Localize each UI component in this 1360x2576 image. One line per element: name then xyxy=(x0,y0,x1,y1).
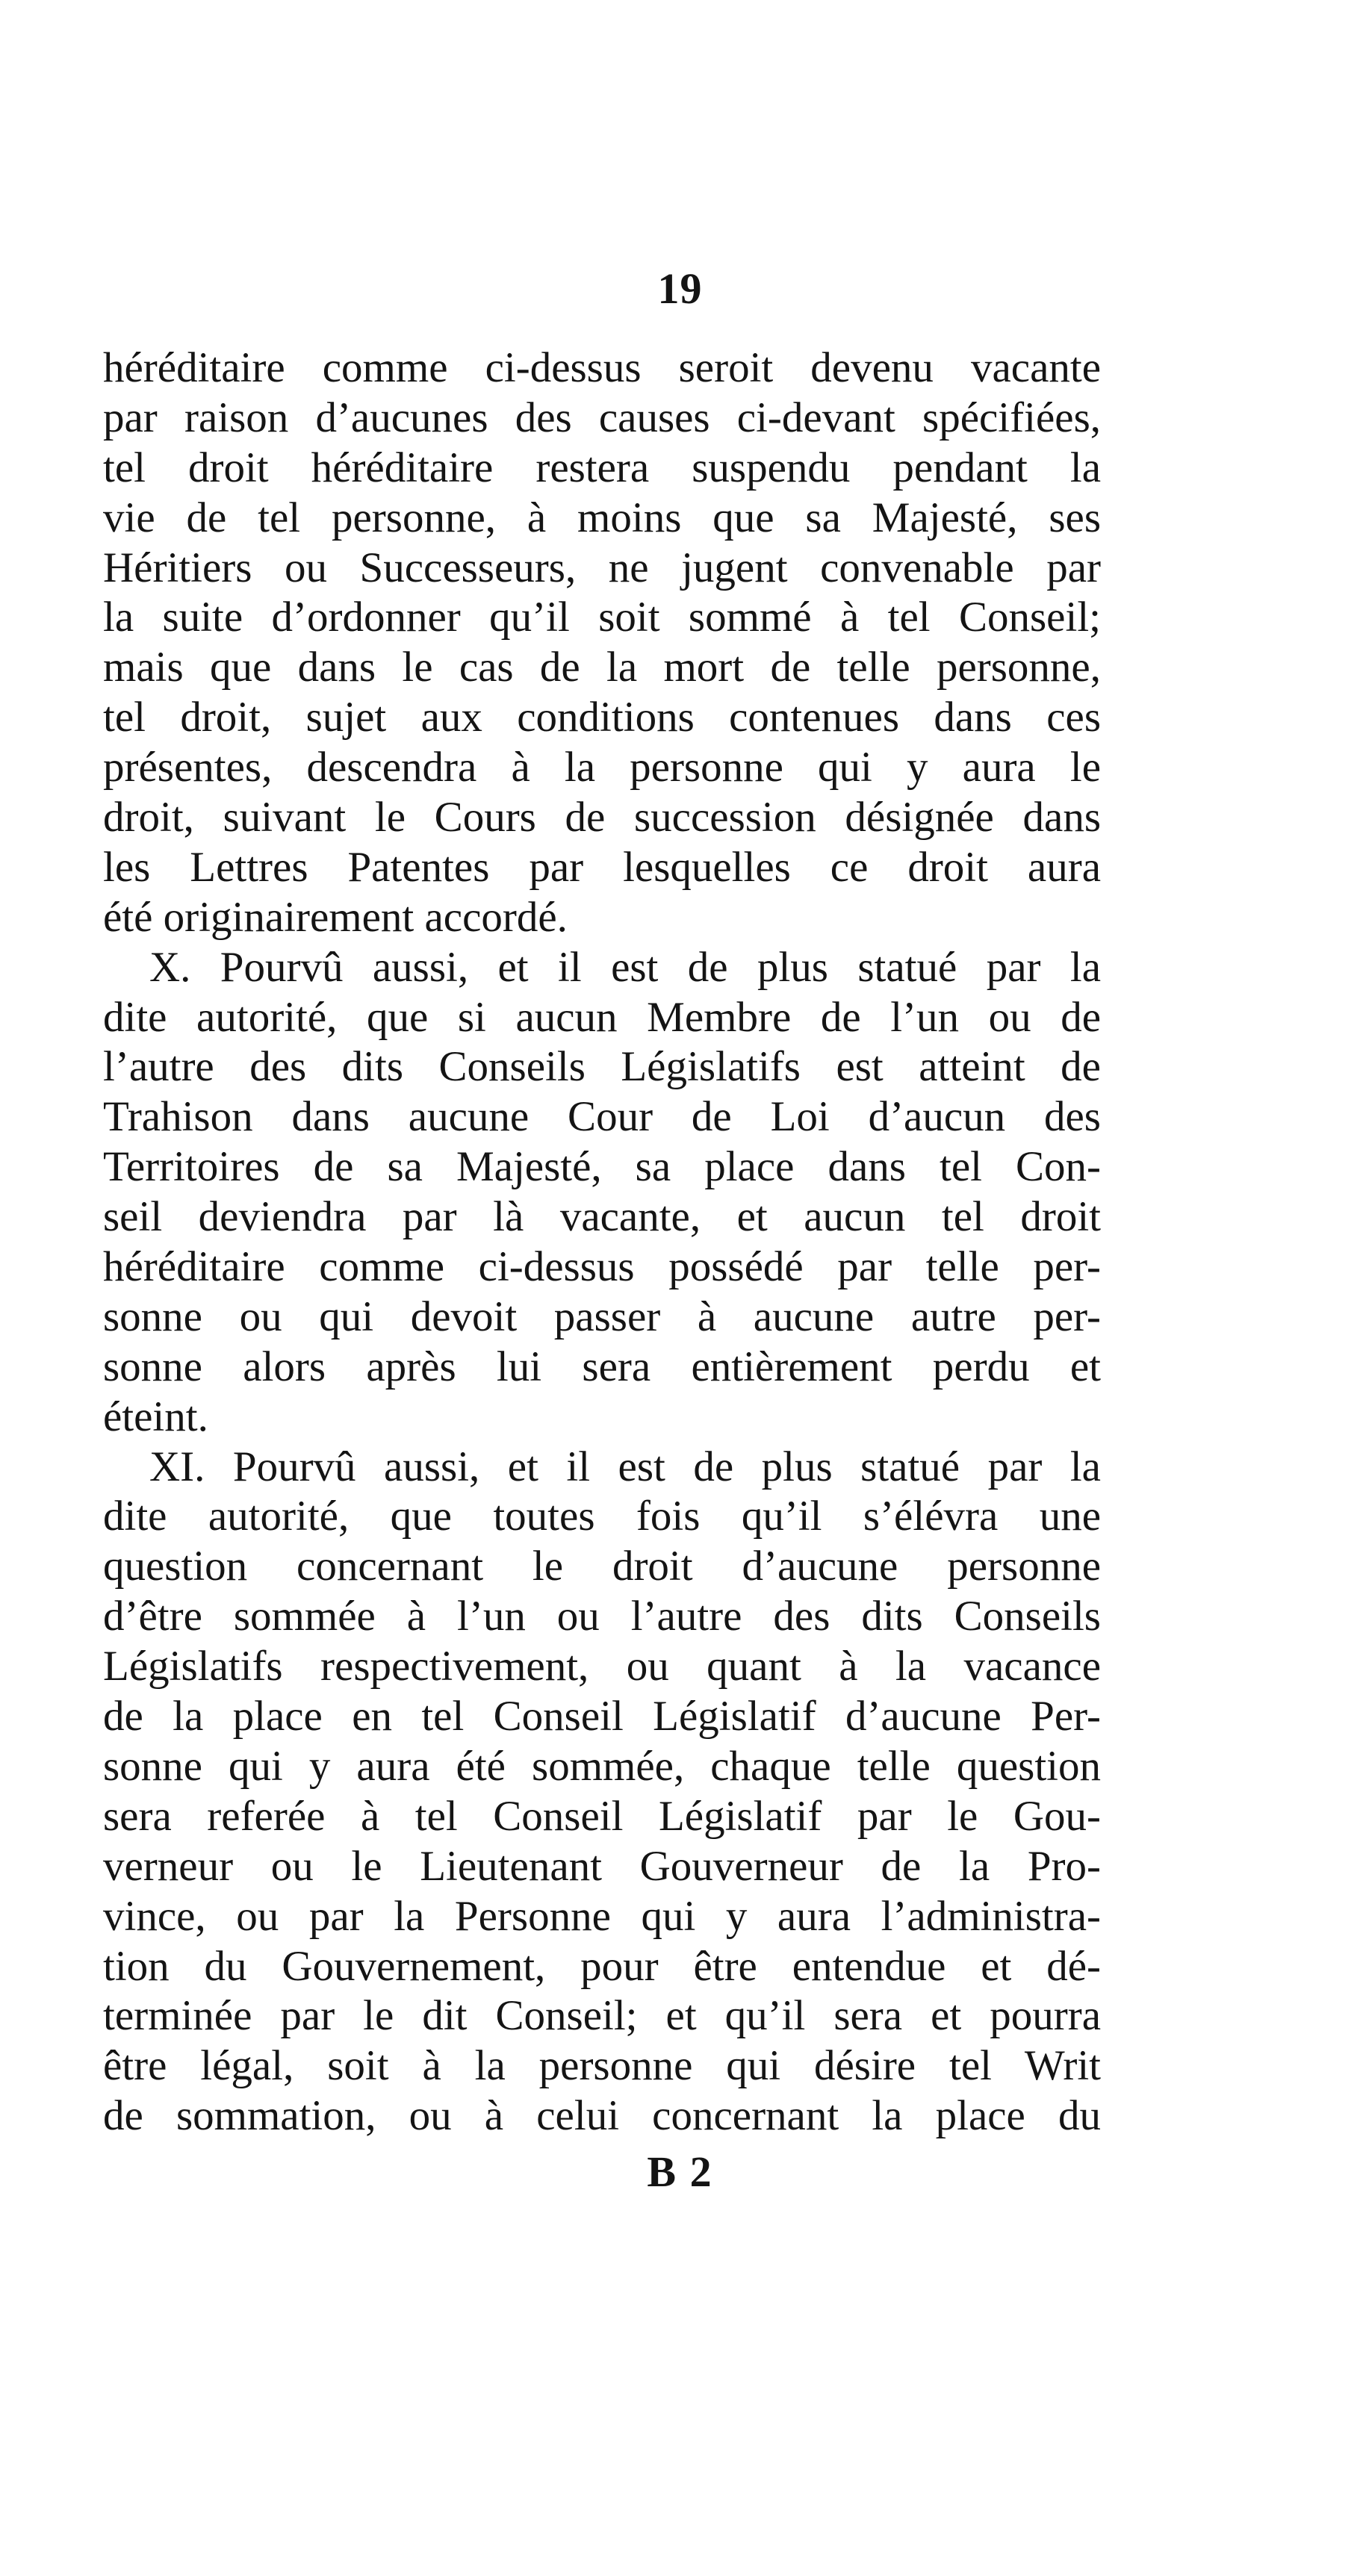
text-line: par raison d’aucunes des causes ci-devant spécifiées, xyxy=(103,393,1101,441)
text-line: tion du Gouvernement, pour être entendue et dé- xyxy=(103,1942,1101,1990)
text-line: de la place en tel Conseil Législatif d’aucune Per- xyxy=(103,1693,1101,1740)
text-line: vince, ou par la Personne qui y aura l’administra- xyxy=(103,1892,1101,1940)
text-line: héréditaire comme ci-dessus seroit devenu vacante xyxy=(103,344,1101,391)
text-line: terminée par le dit Conseil; et qu’il sera et pourra xyxy=(103,1992,1101,2040)
text-line: verneur ou le Lieutenant Gouverneur de la Pro- xyxy=(103,1842,1101,1890)
text-line: sonne ou qui devoit passer à aucune autre per- xyxy=(103,1292,1101,1340)
page-number: 19 xyxy=(657,264,703,313)
text-line: droit, suivant le Cours de succession désignée dans xyxy=(103,794,1101,841)
text-line: sonne qui y aura été sommée, chaque telle question xyxy=(103,1742,1101,1790)
text-line: tel droit, sujet aux conditions contenues dans ces xyxy=(103,694,1101,741)
text-line: mais que dans le cas de la mort de telle personne, xyxy=(103,644,1101,691)
text-line: dite autorité, que toutes fois qu’il s’élévra une xyxy=(103,1493,1101,1540)
text-line: de sommation, ou à celui concernant la place du xyxy=(103,2092,1101,2140)
text-line: Héritiers ou Successeurs, ne jugent convenable par xyxy=(103,544,1101,591)
text-line: seil deviendra par là vacante, et aucun tel droit xyxy=(103,1193,1101,1241)
text-line: sonne alors après lui sera entièrement perdu et xyxy=(103,1343,1101,1390)
text-line: Trahison dans aucune Cour de Loi d’aucun des xyxy=(103,1093,1101,1141)
text-line: dite autorité, que si aucun Membre de l’un ou de xyxy=(103,993,1101,1041)
text-line: tel droit héréditaire restera suspendu pendant la xyxy=(103,444,1101,491)
text-line: les Lettres Patentes par lesquelles ce droit aura xyxy=(103,843,1101,891)
body-text xyxy=(103,343,1101,2141)
text-line: Législatifs respectivement, ou quant à la vacance xyxy=(103,1643,1101,1690)
text-line: d’être sommée à l’un ou l’autre des dits Conseils xyxy=(103,1593,1101,1640)
text-line: présentes, descendra à la personne qui y aura le xyxy=(103,744,1101,791)
text-line: sera referée à tel Conseil Législatif par le Gou- xyxy=(103,1792,1101,1840)
text-line: Territoires de sa Majesté, sa place dans tel Con- xyxy=(103,1143,1101,1191)
section-x-heading-line: X. Pourvû aussi, et il est de plus statué par la xyxy=(149,943,1101,991)
text-line: être légal, soit à la personne qui désire tel Writ xyxy=(103,2042,1101,2090)
text-line: la suite d’ordonner qu’il soit sommé à tel Conseil; xyxy=(103,594,1101,641)
section-xi-heading-line: XI. Pourvû aussi, et il est de plus statué par la xyxy=(149,1443,1101,1490)
text-line: question concernant le droit d’aucune personne xyxy=(103,1543,1101,1590)
signature-mark: B 2 xyxy=(647,2147,713,2196)
text-line: héréditaire comme ci-dessus possédé par telle per- xyxy=(103,1243,1101,1291)
text-line: vie de tel personne, à moins que sa Majesté, ses xyxy=(103,494,1101,541)
text-line: l’autre des dits Conseils Législatifs est atteint de xyxy=(103,1043,1101,1091)
paragraph-end-line: été originairement accordé. xyxy=(103,893,568,941)
paragraph-end-line: éteint. xyxy=(103,1393,208,1440)
